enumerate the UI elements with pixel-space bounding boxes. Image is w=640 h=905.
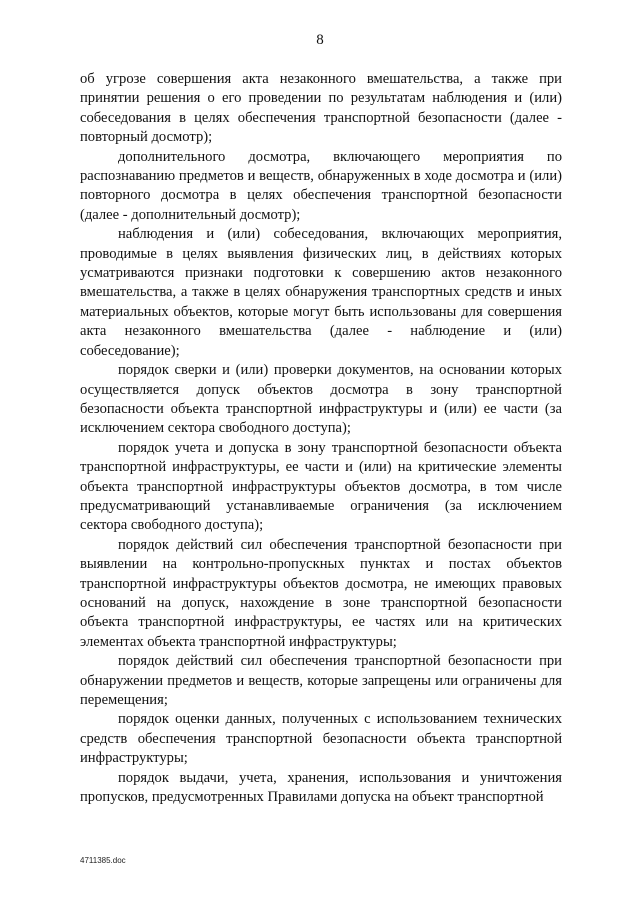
document-filename: 4711385.doc [80, 856, 126, 865]
paragraph-access-accounting: порядок учета и допуска в зону транспортной безопасности объекта транспортной инфраструктуры, ее части и (или) на критические элементы объекта транспортной инфраструктуры объектов досмотра, в том числе предусматривающий устанавливаемые ограничения (за исключением сектора свободного доступа); [80, 439, 562, 534]
paragraph-prohibited-items: порядок действий сил обеспечения транспортной безопасности при обнаружении предметов и веществ, которые запрещены или ограничены для перемещения; [80, 653, 562, 708]
paragraph-pass-issuance: порядок выдачи, учета, хранения, использования и уничтожения пропусков, предусмотренных Правилами допуска на объект транспортной [80, 769, 562, 806]
paragraph-checkpoint-actions: порядок действий сил обеспечения транспортной безопасности при выявлении на контрольно-пропускных пунктах и постах объектов транспортной инфраструктуры объектов досмотра, не имеющих правовых оснований на допуск, нахождение в зоне транспортной безопасности объекта транспортной инфраструктуры, ее частях или на критических элементах объекта транспортной инфраструктуры; [80, 536, 562, 650]
paragraph-continuation: об угрозе совершения акта незаконного вмешательства, а также при принятии решения о его проведении по результатам наблюдения и (или) собеседования в целях обеспечения транспортной безопасности (далее - повторный досмотр); [80, 71, 562, 146]
paragraph-document-verification: порядок сверки и (или) проверки документов, на основании которых осуществляется допуск объектов досмотра в зону транспортной безопасности объекта транспортной инфраструктуры и (или) ее части (за исключением сектора свободного доступа); [80, 362, 562, 437]
page-number: 8 [316, 32, 324, 48]
paragraph-additional-inspection: дополнительного досмотра, включающего мероприятия по распознаванию предметов и веществ, обнаруженных в ходе досмотра и (или) повторного досмотра в целях обеспечения транспортной безопасности (далее - дополнительный досмотр); [80, 148, 562, 223]
paragraph-observation-interview: наблюдения и (или) собеседования, включающих мероприятия, проводимые в целях выявления физических лиц, в действиях которых усматриваются признаки подготовки к совершению актов незаконного вмешательства, а также в целях обнаружения транспортных средств и иных материальных объектов, которые могут быть использованы для совершения акта незаконного вмешательства (далее - наблюдение и (или) собеседование); [80, 226, 562, 359]
document-body [80, 70, 562, 807]
paragraph-data-evaluation: порядок оценки данных, полученных с использованием технических средств обеспечения транспортной безопасности объекта транспортной инфраструктуры; [80, 711, 562, 767]
